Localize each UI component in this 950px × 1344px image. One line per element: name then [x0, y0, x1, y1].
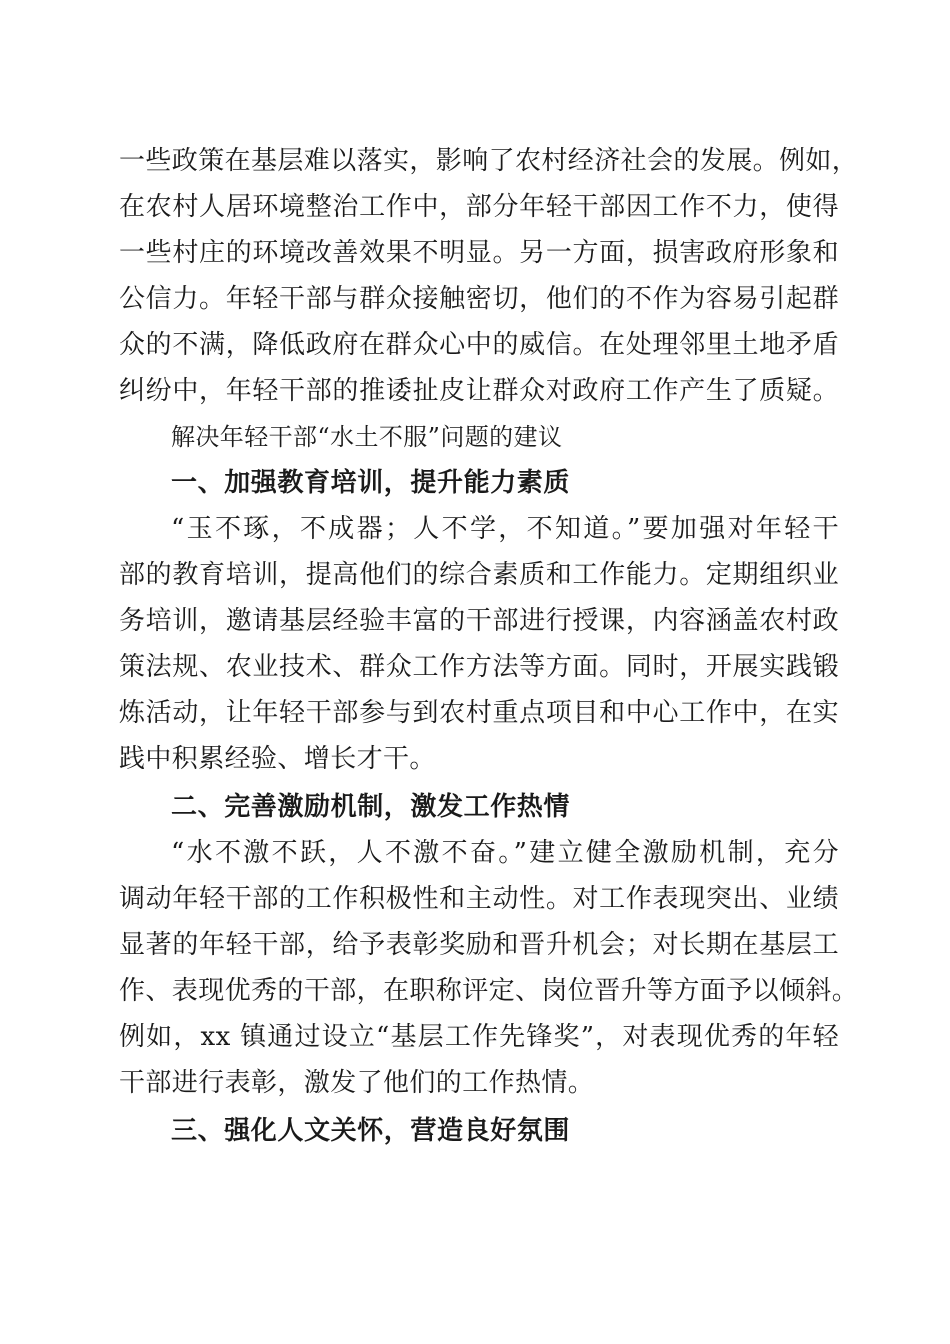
- paragraph-line: 干部进行表彰，激发了他们的工作热情。: [119, 1068, 595, 1098]
- paragraph-line: 践中积累经验、增长才干。: [119, 744, 436, 774]
- paragraph-line: 纠纷中，年轻干部的推诿扯皮让群众对政府工作产生了质疑。: [119, 376, 839, 406]
- paragraph-line: 例如，xx 镇通过设立“基层工作先锋奖”，对表现优秀的年轻: [119, 1022, 839, 1052]
- paragraph-line: 调动年轻干部的工作积极性和主动性。对工作表现突出、业绩: [119, 884, 839, 914]
- section1-heading: 一、加强教育培训，提升能力素质: [171, 468, 571, 498]
- paragraph-line: 一些政策在基层难以落实，影响了农村经济社会的发展。例如，: [119, 146, 859, 176]
- section2-paragraph: [119, 830, 859, 1106]
- paragraph-line: 炼活动，让年轻干部参与到农村重点项目和中心工作中，在实: [119, 698, 839, 728]
- paragraph-line: 一些村庄的环境改善效果不明显。另一方面，损害政府形象和: [119, 238, 839, 268]
- paragraph-line: 众的不满，降低政府在群众心中的威信。在处理邻里土地矛盾: [119, 330, 839, 360]
- section-title: 解决年轻干部“水土不服”问题的建议: [171, 423, 563, 451]
- paragraph-line: 作、表现优秀的干部，在职称评定、岗位晋升等方面予以倾斜。: [119, 976, 859, 1006]
- section3-heading: 三、强化人文关怀，营造良好氛围: [171, 1116, 571, 1146]
- continuation-paragraph: [119, 138, 859, 414]
- paragraph-line: “玉不琢，不成器；人不学，不知道。”要加强对年轻干: [171, 514, 839, 544]
- paragraph-line: “水不激不跃，人不激不奋。”建立健全激励机制，充分: [171, 838, 839, 868]
- paragraph-line: 公信力。年轻干部与群众接触密切，他们的不作为容易引起群: [119, 284, 839, 314]
- paragraph-line: 在农村人居环境整治工作中，部分年轻干部因工作不力，使得: [119, 192, 839, 222]
- paragraph-line: 务培训，邀请基层经验丰富的干部进行授课，内容涵盖农村政: [119, 606, 839, 636]
- document-page: [119, 138, 859, 1154]
- section2-heading: 二、完善激励机制，激发工作热情: [171, 792, 571, 822]
- section1-paragraph: [119, 506, 839, 782]
- paragraph-line: 部的教育培训，提高他们的综合素质和工作能力。定期组织业: [119, 560, 839, 590]
- paragraph-line: 策法规、农业技术、群众工作方法等方面。同时，开展实践锻: [119, 652, 839, 682]
- paragraph-line: 显著的年轻干部，给予表彰奖励和晋升机会；对长期在基层工: [119, 930, 839, 960]
